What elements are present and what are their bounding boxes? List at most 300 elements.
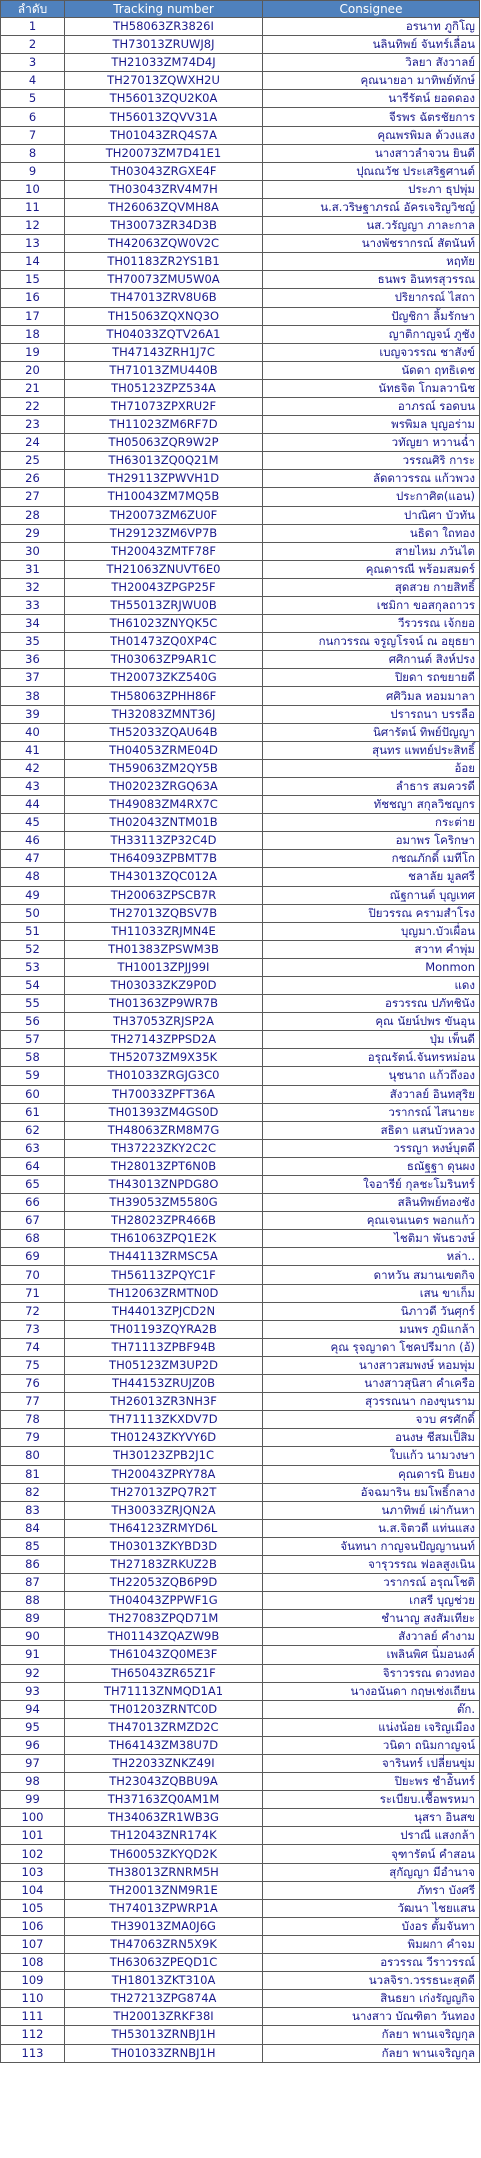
tracking-number-cell: TH56013ZQU2K0A (65, 90, 263, 108)
row-index: 17 (1, 307, 65, 325)
tracking-number-cell: TH27213ZPG874A (65, 1990, 263, 2008)
table-row (1, 1555, 480, 1573)
consignee-cell: จารุวรรณ ฟอลสูงเนิน (263, 1555, 480, 1573)
consignee-cell: วทัญยา หวานฉ่ำ (263, 434, 480, 452)
row-index: 59 (1, 1067, 65, 1085)
table-row (1, 814, 480, 832)
consignee-cell: ลำธาร สมควรดี (263, 777, 480, 795)
row-index: 46 (1, 832, 65, 850)
row-index: 12 (1, 217, 65, 235)
tracking-number-cell: TH27083ZPQD71M (65, 1610, 263, 1628)
consignee-cell: ปิยดา รถขยายดี (263, 669, 480, 687)
row-index: 43 (1, 777, 65, 795)
row-index: 113 (1, 2044, 65, 2062)
table-row (1, 615, 480, 633)
consignee-cell: ประกาศิต(แอน) (263, 488, 480, 506)
consignee-cell: นางพัชรากรณ์ สัตนันท์ (263, 235, 480, 253)
consignee-cell: สายไหม ภวันไต (263, 542, 480, 560)
row-index: 57 (1, 1031, 65, 1049)
table-row (1, 850, 480, 868)
row-index: 34 (1, 615, 65, 633)
consignee-cell: นัดดา ฤทธิเดช (263, 361, 480, 379)
consignee-cell: คุณดารนิ ยินยง (263, 1465, 480, 1483)
tracking-number-cell: TH29123ZM6VP7B (65, 524, 263, 542)
consignee-cell: นุสรา อินสข (263, 1809, 480, 1827)
table-row (1, 1574, 480, 1592)
row-index: 89 (1, 1610, 65, 1628)
tracking-number-cell: TH47063ZRN5X9K (65, 1935, 263, 1953)
row-index: 41 (1, 741, 65, 759)
consignee-cell: ปัญชิกา ลิ้มรักษา (263, 307, 480, 325)
tracking-number-cell: TH01193ZQYRA2B (65, 1320, 263, 1338)
table-row (1, 506, 480, 524)
tracking-number-cell: TH43013ZQC012A (65, 868, 263, 886)
table-row (1, 1899, 480, 1917)
tracking-number-cell: TH73013ZRUWJ8J (65, 36, 263, 54)
table-row (1, 1375, 480, 1393)
row-index: 65 (1, 1176, 65, 1194)
tracking-number-cell: TH23043ZQBBU9A (65, 1773, 263, 1791)
tracking-number-cell: TH18013ZKT310A (65, 1972, 263, 1990)
table-row (1, 1935, 480, 1953)
table-row (1, 1990, 480, 2008)
table-row (1, 1827, 480, 1845)
header-tracking-number: Tracking number (65, 1, 263, 18)
table-row (1, 651, 480, 669)
table-row (1, 1610, 480, 1628)
tracking-number-cell: TH37163ZQ0AM1M (65, 1791, 263, 1809)
row-index: 39 (1, 705, 65, 723)
tracking-number-cell: TH34063ZR1WB3G (65, 1809, 263, 1827)
consignee-cell: อมาพร โคริกษา (263, 832, 480, 850)
table-row (1, 1809, 480, 1827)
consignee-cell: อ้อย (263, 759, 480, 777)
consignee-cell: จันทนา กาญจนปัญญานนท์ (263, 1537, 480, 1555)
tracking-number-cell: TH02023ZRGQ63A (65, 777, 263, 795)
consignee-cell: สุนทร แพทย์ประสิทธิ์ (263, 741, 480, 759)
tracking-number-cell: TH71073ZPXRU2F (65, 397, 263, 415)
tracking-number-cell: TH20073ZM6ZU0F (65, 506, 263, 524)
tracking-number-cell: TH01363ZP9WR7B (65, 995, 263, 1013)
table-row (1, 1700, 480, 1718)
row-index: 72 (1, 1302, 65, 1320)
table-row (1, 1791, 480, 1809)
consignee-cell: วรากรณ์ ไสนายะ (263, 1103, 480, 1121)
row-index: 106 (1, 1917, 65, 1935)
table-row (1, 1519, 480, 1537)
table-row (1, 741, 480, 759)
consignee-cell: ภัทรา บังศรี (263, 1881, 480, 1899)
table-row (1, 1302, 480, 1320)
table-row (1, 36, 480, 54)
row-index: 94 (1, 1700, 65, 1718)
tracking-number-cell: TH55013ZRJWU0B (65, 597, 263, 615)
consignee-cell: ปิยวรรณ ครามสำโรง (263, 904, 480, 922)
consignee-cell: เสน ขาเก็ม (263, 1284, 480, 1302)
row-index: 60 (1, 1085, 65, 1103)
consignee-cell: นางสาวลำจวน ยินดี (263, 144, 480, 162)
tracking-number-cell: TH39053ZM5580G (65, 1194, 263, 1212)
tracking-number-cell: TH01393ZM4GS0D (65, 1103, 263, 1121)
tracking-number-cell: TH42063ZQW0V2C (65, 235, 263, 253)
table-row (1, 54, 480, 72)
row-index: 13 (1, 235, 65, 253)
row-index: 98 (1, 1773, 65, 1791)
row-index: 108 (1, 1954, 65, 1972)
consignee-cell: ธนพร อินทรสุวรรณ (263, 271, 480, 289)
table-row (1, 2026, 480, 2044)
table-row (1, 470, 480, 488)
row-index: 6 (1, 108, 65, 126)
row-index: 58 (1, 1049, 65, 1067)
table-row (1, 1755, 480, 1773)
row-index: 75 (1, 1356, 65, 1374)
header-index: ลำดับ (1, 1, 65, 18)
row-index: 33 (1, 597, 65, 615)
table-row (1, 108, 480, 126)
table-row (1, 1411, 480, 1429)
tracking-number-cell: TH01473ZQ0XP4C (65, 633, 263, 651)
tracking-number-cell: TH71013ZMU440B (65, 361, 263, 379)
row-index: 28 (1, 506, 65, 524)
table-row (1, 560, 480, 578)
row-index: 67 (1, 1212, 65, 1230)
table-row (1, 995, 480, 1013)
row-index: 49 (1, 886, 65, 904)
consignee-cell: วีรวรรณ เจ้กยอ (263, 615, 480, 633)
table-row (1, 126, 480, 144)
table-row (1, 2008, 480, 2026)
tracking-number-cell: TH22033ZNKZ49I (65, 1755, 263, 1773)
tracking-number-cell: TH71113ZPBF94B (65, 1338, 263, 1356)
row-index: 103 (1, 1863, 65, 1881)
table-row (1, 777, 480, 795)
consignee-cell: จิราวรรณ ดวงทอง (263, 1664, 480, 1682)
row-index: 82 (1, 1483, 65, 1501)
consignee-cell: ใบแก้ว นามวงษา (263, 1447, 480, 1465)
table-row (1, 524, 480, 542)
row-index: 36 (1, 651, 65, 669)
tracking-number-cell: TH44113ZRMSC5A (65, 1248, 263, 1266)
table-row (1, 1393, 480, 1411)
tracking-number-cell: TH04043ZPPWF1G (65, 1592, 263, 1610)
tracking-number-cell: TH03013ZKYBD3D (65, 1537, 263, 1555)
row-index: 74 (1, 1338, 65, 1356)
row-index: 55 (1, 995, 65, 1013)
consignee-cell: สังวาลย์ อินทสุริย (263, 1085, 480, 1103)
consignee-cell: กัลยา พานเจริญกุล (263, 2044, 480, 2062)
consignee-cell: นวลจิรา.วรรธนะสุดดี (263, 1972, 480, 1990)
tracking-number-cell: TH22053ZQB6P9D (65, 1574, 263, 1592)
table-row (1, 180, 480, 198)
consignee-cell: บังอร ตั้มจันทา (263, 1917, 480, 1935)
table-row (1, 1356, 480, 1374)
row-index: 24 (1, 434, 65, 452)
consignee-cell: คุณ รุจญาดา โชคปรีมาก (อ้) (263, 1338, 480, 1356)
row-index: 7 (1, 126, 65, 144)
tracking-number-cell: TH20043ZPRY78A (65, 1465, 263, 1483)
consignee-cell: เพลินพิศ นิ่มอนงค์ (263, 1646, 480, 1664)
row-index: 42 (1, 759, 65, 777)
table-row (1, 198, 480, 216)
row-index: 92 (1, 1664, 65, 1682)
table-row (1, 1628, 480, 1646)
consignee-cell: อรวรรณ ปภัทชินัง (263, 995, 480, 1013)
row-index: 30 (1, 542, 65, 560)
consignee-cell: ต๊ก. (263, 1700, 480, 1718)
row-index: 9 (1, 162, 65, 180)
tracking-number-cell: TH33113ZP32C4D (65, 832, 263, 850)
tracking-number-cell: TH61063ZPQ1E2K (65, 1230, 263, 1248)
row-index: 37 (1, 669, 65, 687)
row-index: 53 (1, 958, 65, 976)
header-consignee: Consignee (263, 1, 480, 18)
consignee-cell: นิภาวดี วันศุกร์ (263, 1302, 480, 1320)
table-row (1, 578, 480, 596)
table-row (1, 1592, 480, 1610)
row-index: 97 (1, 1755, 65, 1773)
tracking-number-cell: TH01203ZRNTC0D (65, 1700, 263, 1718)
row-index: 25 (1, 452, 65, 470)
table-body (1, 18, 480, 2063)
consignee-cell: นางอนันดา กฤษเช่งเถียน (263, 1682, 480, 1700)
row-index: 15 (1, 271, 65, 289)
tracking-number-cell: TH21033ZM74D4J (65, 54, 263, 72)
consignee-cell: นารีรัตน์ ยอดดอง (263, 90, 480, 108)
row-index: 3 (1, 54, 65, 72)
consignee-cell: Monmon (263, 958, 480, 976)
consignee-cell: วรรญา หงษ์บุตดี (263, 1139, 480, 1157)
consignee-cell: อัจฉมาริน ยมโพธิ์กลาง (263, 1483, 480, 1501)
row-index: 45 (1, 814, 65, 832)
consignee-cell: อรนาท ภูกิโญ (263, 18, 480, 36)
table-row (1, 488, 480, 506)
row-index: 10 (1, 180, 65, 198)
row-index: 100 (1, 1809, 65, 1827)
consignee-cell: จีรพร ฉัตรชัยการ (263, 108, 480, 126)
consignee-cell: น.ส.วริษฐาภรณ์ อัครเจริญวิชญ์ (263, 198, 480, 216)
tracking-number-cell: TH05063ZQR9W2P (65, 434, 263, 452)
row-index: 31 (1, 560, 65, 578)
row-index: 66 (1, 1194, 65, 1212)
tracking-number-cell: TH29113ZPWVH1D (65, 470, 263, 488)
table-row (1, 1447, 480, 1465)
consignee-cell: พิมผกา คำจม (263, 1935, 480, 1953)
row-index: 83 (1, 1501, 65, 1519)
table-row (1, 1013, 480, 1031)
row-index: 112 (1, 2026, 65, 2044)
row-index: 71 (1, 1284, 65, 1302)
table-row (1, 1483, 480, 1501)
tracking-number-cell: TH12063ZRMTN0D (65, 1284, 263, 1302)
table-row (1, 669, 480, 687)
tracking-number-cell: TH56113ZPQYC1F (65, 1266, 263, 1284)
consignee-cell: อรุณรัตน์.จันทรหม่อน (263, 1049, 480, 1067)
row-index: 27 (1, 488, 65, 506)
tracking-number-cell: TH61023ZNYQK5C (65, 615, 263, 633)
tracking-number-cell: TH44013ZPJCD2N (65, 1302, 263, 1320)
consignee-cell: หฤทัย (263, 253, 480, 271)
table-row (1, 904, 480, 922)
row-index: 109 (1, 1972, 65, 1990)
table-row (1, 759, 480, 777)
row-index: 11 (1, 198, 65, 216)
consignee-cell: ชำนาญ สงสัมเทียะ (263, 1610, 480, 1628)
consignee-cell: สุกัญญา มีอำนาจ (263, 1863, 480, 1881)
row-index: 95 (1, 1718, 65, 1736)
tracking-number-cell: TH21063ZNUVT6E0 (65, 560, 263, 578)
table-row (1, 325, 480, 343)
table-row (1, 1429, 480, 1447)
table-row (1, 162, 480, 180)
consignee-cell: ปุณณวัช ประเสริฐศานต์ (263, 162, 480, 180)
tracking-number-cell: TH01243ZKYVY6D (65, 1429, 263, 1447)
row-index: 101 (1, 1827, 65, 1845)
table-row (1, 1194, 480, 1212)
row-index: 56 (1, 1013, 65, 1031)
consignee-cell: นภาทิพย์ เผ่ากันหา (263, 1501, 480, 1519)
table-row (1, 687, 480, 705)
consignee-cell: ณัฐกานต์ บุญเทศ (263, 886, 480, 904)
consignee-cell: เชมิกา ขอสกุลถาวร (263, 597, 480, 615)
tracking-number-cell: TH47143ZRH1J7C (65, 343, 263, 361)
table-row (1, 1085, 480, 1103)
tracking-number-cell: TH28013ZPT6N0B (65, 1157, 263, 1175)
row-index: 93 (1, 1682, 65, 1700)
consignee-cell: สธิดา แสนบัวหลวง (263, 1121, 480, 1139)
tracking-number-cell: TH15063ZQXNQ3O (65, 307, 263, 325)
tracking-number-cell: TH63013ZQ0Q21M (65, 452, 263, 470)
table-row (1, 597, 480, 615)
tracking-number-cell: TH01143ZQAZW9B (65, 1628, 263, 1646)
tracking-number-cell: TH48063ZRM8M7G (65, 1121, 263, 1139)
tracking-number-cell: TH26063ZQVMH8A (65, 198, 263, 216)
tracking-number-cell: TH01033ZRNBJ1H (65, 2044, 263, 2062)
row-index: 5 (1, 90, 65, 108)
consignee-cell: ปริยากรณ์ ไสถา (263, 289, 480, 307)
row-index: 70 (1, 1266, 65, 1284)
tracking-number-cell: TH32083ZMNT36J (65, 705, 263, 723)
tracking-number-cell: TH20073ZM7D41E1 (65, 144, 263, 162)
table-row (1, 1338, 480, 1356)
table-row (1, 1031, 480, 1049)
row-index: 23 (1, 416, 65, 434)
row-index: 78 (1, 1411, 65, 1429)
consignee-cell: กนกวรรณ จรูญโรจน์ ณ อยุธยา (263, 633, 480, 651)
row-index: 84 (1, 1519, 65, 1537)
table-row (1, 1212, 480, 1230)
table-row (1, 1718, 480, 1736)
row-index: 20 (1, 361, 65, 379)
row-index: 19 (1, 343, 65, 361)
row-index: 48 (1, 868, 65, 886)
row-index: 44 (1, 796, 65, 814)
tracking-number-cell: TH30033ZRJQN2A (65, 1501, 263, 1519)
row-index: 96 (1, 1736, 65, 1754)
table-row (1, 307, 480, 325)
consignee-cell: หล่า.. (263, 1248, 480, 1266)
row-index: 76 (1, 1375, 65, 1393)
table-row (1, 832, 480, 850)
table-row (1, 1320, 480, 1338)
tracking-number-cell: TH38013ZRNRM5H (65, 1863, 263, 1881)
row-index: 99 (1, 1791, 65, 1809)
consignee-cell: น.ส.จิตวดี แท่นแสง (263, 1519, 480, 1537)
tracking-number-cell: TH27143ZPPSD2A (65, 1031, 263, 1049)
consignee-cell: คุณเจนเนตร พอกแก้ว (263, 1212, 480, 1230)
consignee-cell: ไชติมา พันธวงษ์ (263, 1230, 480, 1248)
consignee-cell: นุชนาถ แก้วถึงอง (263, 1067, 480, 1085)
tracking-number-cell: TH59063ZM2QY5B (65, 759, 263, 777)
tracking-number-cell: TH03043ZRV4M7H (65, 180, 263, 198)
row-index: 14 (1, 253, 65, 271)
tracking-number-cell: TH61043ZQ0ME3F (65, 1646, 263, 1664)
header-row (1, 1, 480, 18)
consignee-cell: ญาติกาญจน์ ภูชัง (263, 325, 480, 343)
tracking-number-cell: TH58063ZPHH86F (65, 687, 263, 705)
consignee-cell: คุณดารณี พร้อมสมดร์ (263, 560, 480, 578)
row-index: 8 (1, 144, 65, 162)
table-row (1, 1121, 480, 1139)
table-row (1, 289, 480, 307)
row-index: 64 (1, 1157, 65, 1175)
tracking-number-cell: TH10013ZPJJ99I (65, 958, 263, 976)
row-index: 86 (1, 1555, 65, 1573)
tracking-number-cell: TH05123ZM3UP2D (65, 1356, 263, 1374)
tracking-number-cell: TH10043ZM7MQ5B (65, 488, 263, 506)
consignee-cell: นางสาวสุนิสา คำเครือ (263, 1375, 480, 1393)
table-row (1, 1176, 480, 1194)
row-index: 63 (1, 1139, 65, 1157)
tracking-number-cell: TH20073ZKZ540G (65, 669, 263, 687)
consignee-cell: จุฑารัตน์ คำสอน (263, 1845, 480, 1863)
tracking-number-cell: TH74013ZPWRP1A (65, 1899, 263, 1917)
table-row (1, 1972, 480, 1990)
row-index: 111 (1, 2008, 65, 2026)
row-index: 107 (1, 1935, 65, 1953)
row-index: 88 (1, 1592, 65, 1610)
tracking-number-cell: TH20043ZPGP25F (65, 578, 263, 596)
tracking-number-cell: TH05123ZPZ534A (65, 379, 263, 397)
tracking-number-cell: TH20013ZRKF38I (65, 2008, 263, 2026)
tracking-number-cell: TH47013ZRV8U6B (65, 289, 263, 307)
row-index: 21 (1, 379, 65, 397)
consignee-cell: นางสาวสมพงษ์ หอมพุ่ม (263, 1356, 480, 1374)
table-row (1, 1049, 480, 1067)
tracking-number-cell: TH56013ZQVV31A (65, 108, 263, 126)
table-row (1, 976, 480, 994)
tracking-number-cell: TH37053ZRJSP2A (65, 1013, 263, 1031)
tracking-number-cell: TH49083ZM4RX7C (65, 796, 263, 814)
consignee-cell: วิลยา สังวาลย์ (263, 54, 480, 72)
consignee-cell: ศศิวิมล หอมมาลา (263, 687, 480, 705)
table-row (1, 542, 480, 560)
consignee-cell: ชลาลัย มูลศรี (263, 868, 480, 886)
table-row (1, 253, 480, 271)
table-row (1, 940, 480, 958)
tracking-number-cell: TH27013ZQBSV7B (65, 904, 263, 922)
table-row (1, 397, 480, 415)
table-row (1, 217, 480, 235)
table-row (1, 416, 480, 434)
consignee-cell: ปรารถนา บรรลือ (263, 705, 480, 723)
tracking-number-cell: TH44153ZRUJZ0B (65, 1375, 263, 1393)
consignee-cell: สุวรรณนา กองขุนราม (263, 1393, 480, 1411)
table-row (1, 1537, 480, 1555)
row-index: 1 (1, 18, 65, 36)
row-index: 18 (1, 325, 65, 343)
tracking-number-cell: TH64123ZRMYD6L (65, 1519, 263, 1537)
